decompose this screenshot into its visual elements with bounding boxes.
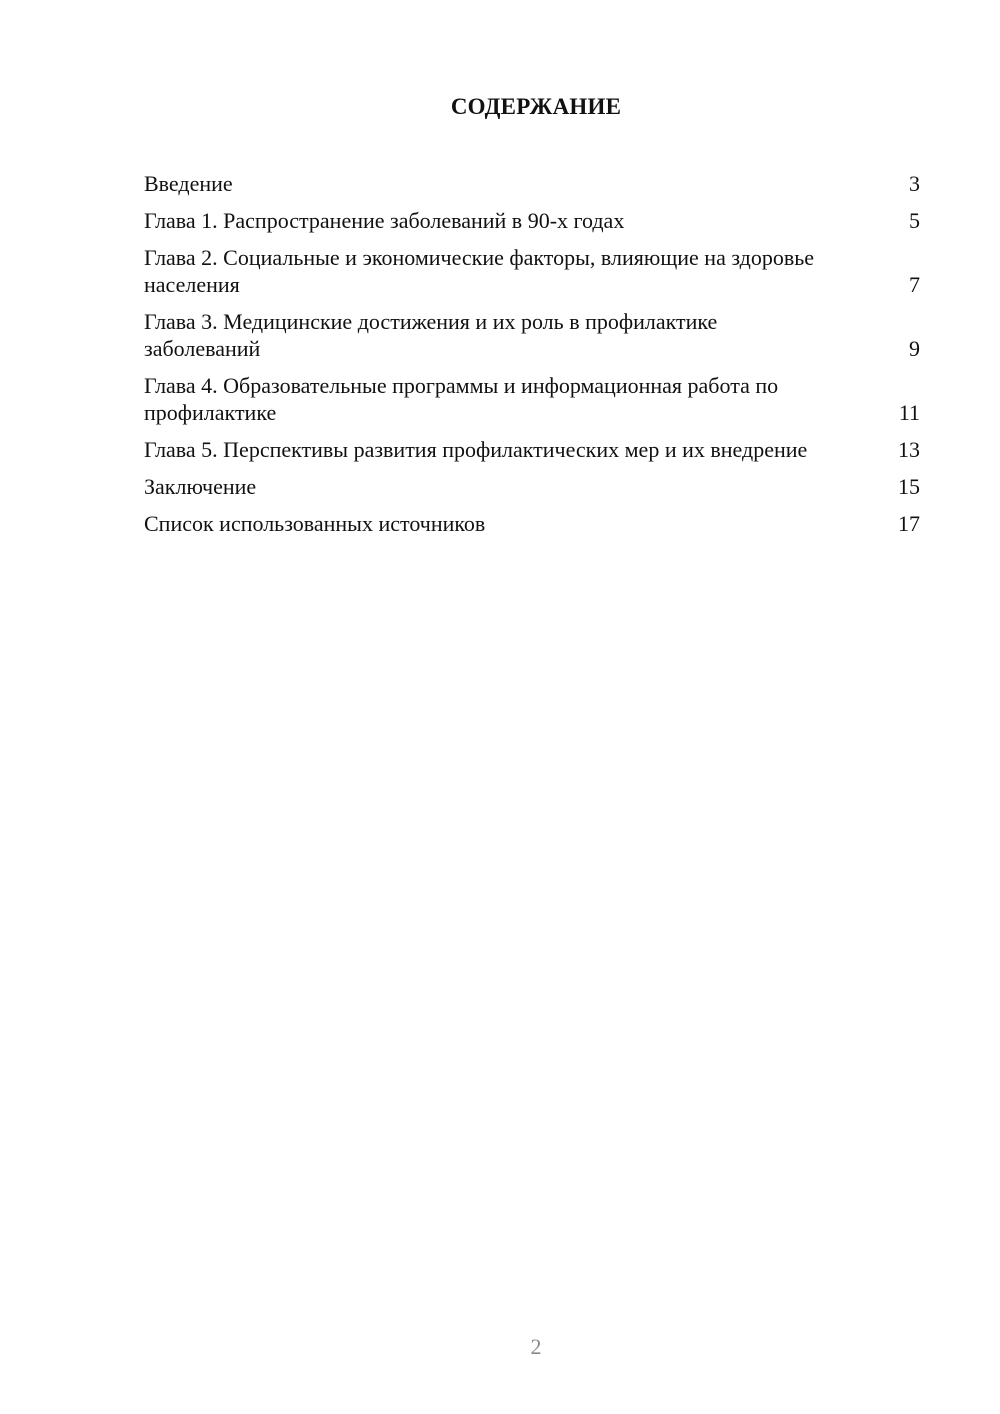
toc-entry-title: Глава 3. Медицинские достижения и их роль в профилактике заболеваний xyxy=(144,309,718,361)
toc-entry-page: 9 xyxy=(909,336,920,361)
toc-entry-page: 3 xyxy=(909,171,920,196)
toc-entry xyxy=(144,372,920,426)
toc-entry-title: Заключение xyxy=(144,474,257,499)
toc-entry xyxy=(144,473,920,500)
toc-entry xyxy=(144,510,920,537)
toc-entry-page: 15 xyxy=(898,474,920,499)
toc-entry xyxy=(144,207,920,234)
toc-entry-page: 5 xyxy=(909,208,920,233)
toc-entry xyxy=(144,170,920,197)
toc-entry-title: Список использованных источников xyxy=(144,511,486,536)
toc-entry-page: 17 xyxy=(898,511,920,536)
page-title: СОДЕРЖАНИЕ xyxy=(450,94,622,119)
toc-entry-title: Глава 4. Образовательные программы и информационная работа по профилактике xyxy=(144,373,779,425)
toc-entry-page: 7 xyxy=(909,272,920,297)
toc-entry-page: 11 xyxy=(898,400,920,425)
toc-entry xyxy=(144,436,920,463)
toc-entry xyxy=(144,244,920,298)
toc-entry-title: Глава 1. Распространение заболеваний в 90-х годах xyxy=(144,208,625,233)
table-of-contents xyxy=(144,170,920,547)
toc-entry-title: Глава 2. Социальные и экономические факторы, влияющие на здоровье населения xyxy=(144,245,815,297)
page-number: 2 xyxy=(530,1334,542,1359)
toc-entry-title: Введение xyxy=(144,171,233,196)
toc-entry-title: Глава 5. Перспективы развития профилактических мер и их внедрение xyxy=(144,437,808,462)
toc-entry xyxy=(144,308,920,362)
toc-entry-page: 13 xyxy=(898,437,920,462)
